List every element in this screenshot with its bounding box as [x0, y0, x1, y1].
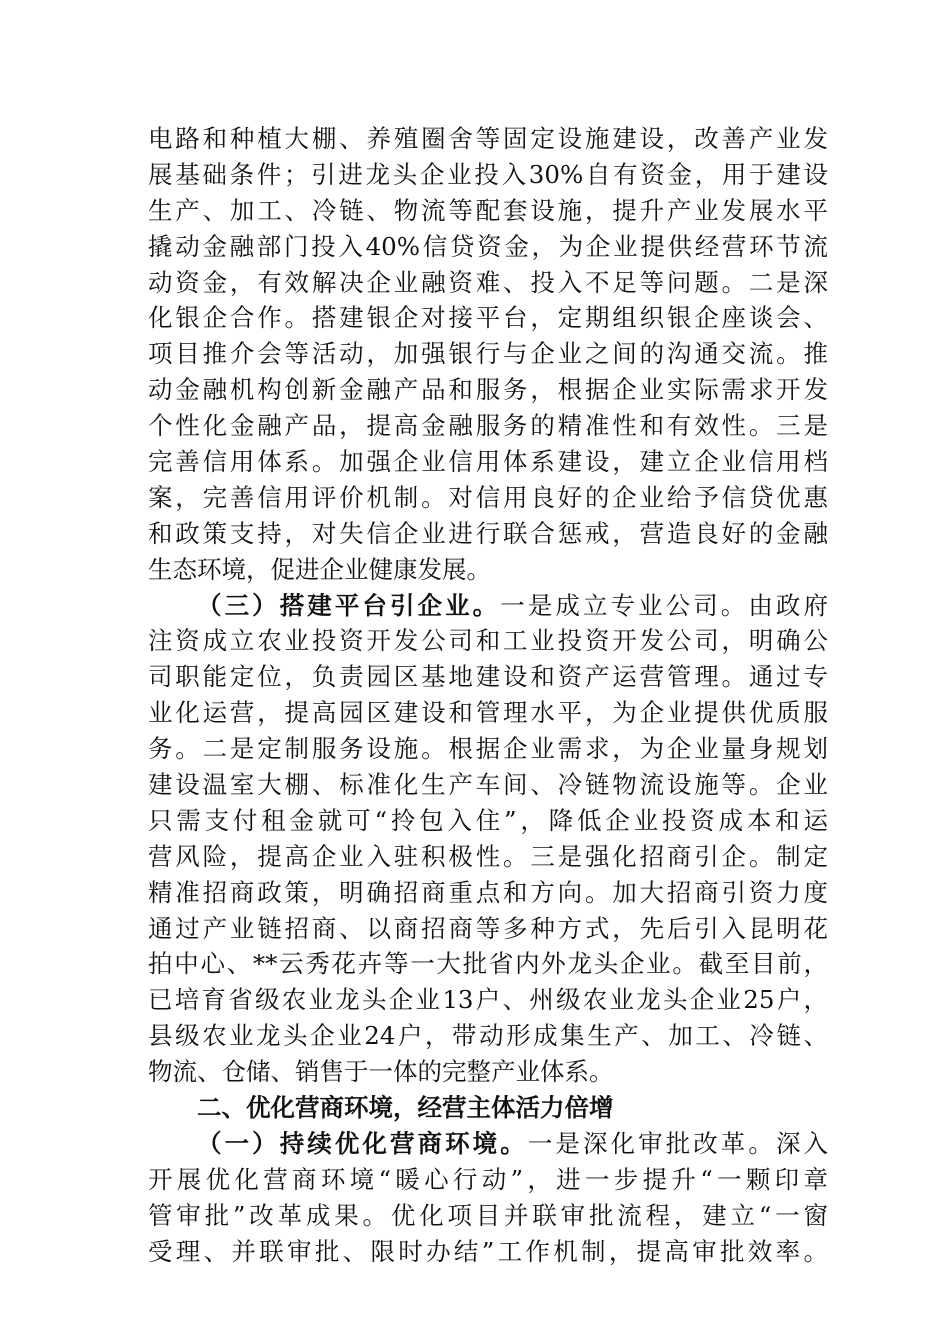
paragraph-line: 只需支付租金就可“拎包入住”，降低企业投资成本和运 — [148, 805, 828, 835]
paragraph-line: 营风险，提高企业入驻积极性。三是强化招商引企。制定 — [148, 841, 828, 871]
paragraph-line: 县级农业龙头企业24户，带动形成集生产、加工、冷链、 — [148, 1021, 828, 1051]
paragraph-line: 精准招商政策，明确招商重点和方向。加大招商引资力度 — [148, 877, 828, 907]
paragraph-line: 项目推介会等活动，加强银行与企业之间的沟通交流。推 — [148, 339, 828, 369]
section-heading: （三）搭建平台引企业。 — [197, 590, 501, 620]
paragraph-line: 建设温室大棚、标准化生产车间、冷链物流设施等。企业 — [148, 770, 828, 800]
paragraph-line: 物流、仓储、销售于一体的完整产业体系。 — [148, 1057, 614, 1087]
paragraph-line: 完善信用体系。加强企业信用体系建设，建立企业信用档 — [148, 447, 828, 477]
paragraph-line: 撬动金融部门投入40%信贷资金，为企业提供经营环节流 — [148, 231, 828, 261]
paragraph-line: 和政策支持，对失信企业进行联合惩戒，营造良好的金融 — [148, 518, 828, 548]
paragraph-line: 展基础条件；引进龙头企业投入30%自有资金，用于建设 — [148, 159, 828, 189]
paragraph-line: 化银企合作。搭建银企对接平台，定期组织银企座谈会、 — [148, 303, 828, 333]
paragraph-line: 受理、并联审批、限时办结”工作机制，提高审批效率。 — [148, 1236, 828, 1266]
section-lead-text: 一是深化审批改革。深入 — [527, 1128, 829, 1158]
paragraph-line: 个性化金融产品，提高金融服务的精准性和有效性。三是 — [148, 411, 828, 441]
paragraph-line: 管审批”改革成果。优化项目并联审批流程，建立“一窗 — [148, 1200, 828, 1230]
paragraph-line: 生产、加工、冷链、物流等配套设施，提升产业发展水平 — [148, 195, 828, 225]
paragraph-line: 拍中心、**云秀花卉等一大批省内外龙头企业。截至目前， — [148, 949, 828, 979]
paragraph-line: 开展优化营商环境“暖心行动”，进一步提升“一颗印章 — [148, 1164, 828, 1194]
paragraph-line: 电路和种植大棚、养殖圈舍等固定设施建设，改善产业发 — [148, 124, 828, 153]
paragraph-line: 动资金，有效解决企业融资难、投入不足等问题。二是深 — [148, 267, 828, 297]
paragraph-line: 司职能定位，负责园区基地建设和资产运营管理。通过专 — [148, 662, 828, 692]
paragraph-line: 已培育省级农业龙头企业13户、州级农业龙头企业25户， — [148, 985, 828, 1015]
section-first-line — [148, 588, 828, 624]
paragraph-line: 动金融机构创新金融产品和服务，根据企业实际需求开发 — [148, 375, 828, 405]
paragraph-line: 通过产业链招商、以商招商等多种方式，先后引入昆明花 — [148, 913, 828, 943]
document-body — [148, 121, 828, 1270]
paragraph-line: 案，完善信用评价机制。对信用良好的企业给予信贷优惠 — [148, 482, 828, 512]
section-lead-text: 一是成立专业公司。由政府 — [500, 590, 828, 620]
paragraph-line: 务。二是定制服务设施。根据企业需求，为企业量身规划 — [148, 734, 828, 764]
section-heading: （一）持续优化营商环境。 — [197, 1128, 528, 1158]
part-heading: 二、优化营商环境，经营主体活力倍增 — [197, 1093, 614, 1123]
paragraph-line: 业化运营，提高园区建设和管理水平，为企业提供优质服 — [148, 698, 828, 728]
paragraph-line: 生态环境，促进企业健康发展。 — [148, 554, 491, 584]
paragraph-line: 注资成立农业投资开发公司和工业投资开发公司，明确公 — [148, 626, 828, 656]
section-first-line — [148, 1126, 828, 1162]
